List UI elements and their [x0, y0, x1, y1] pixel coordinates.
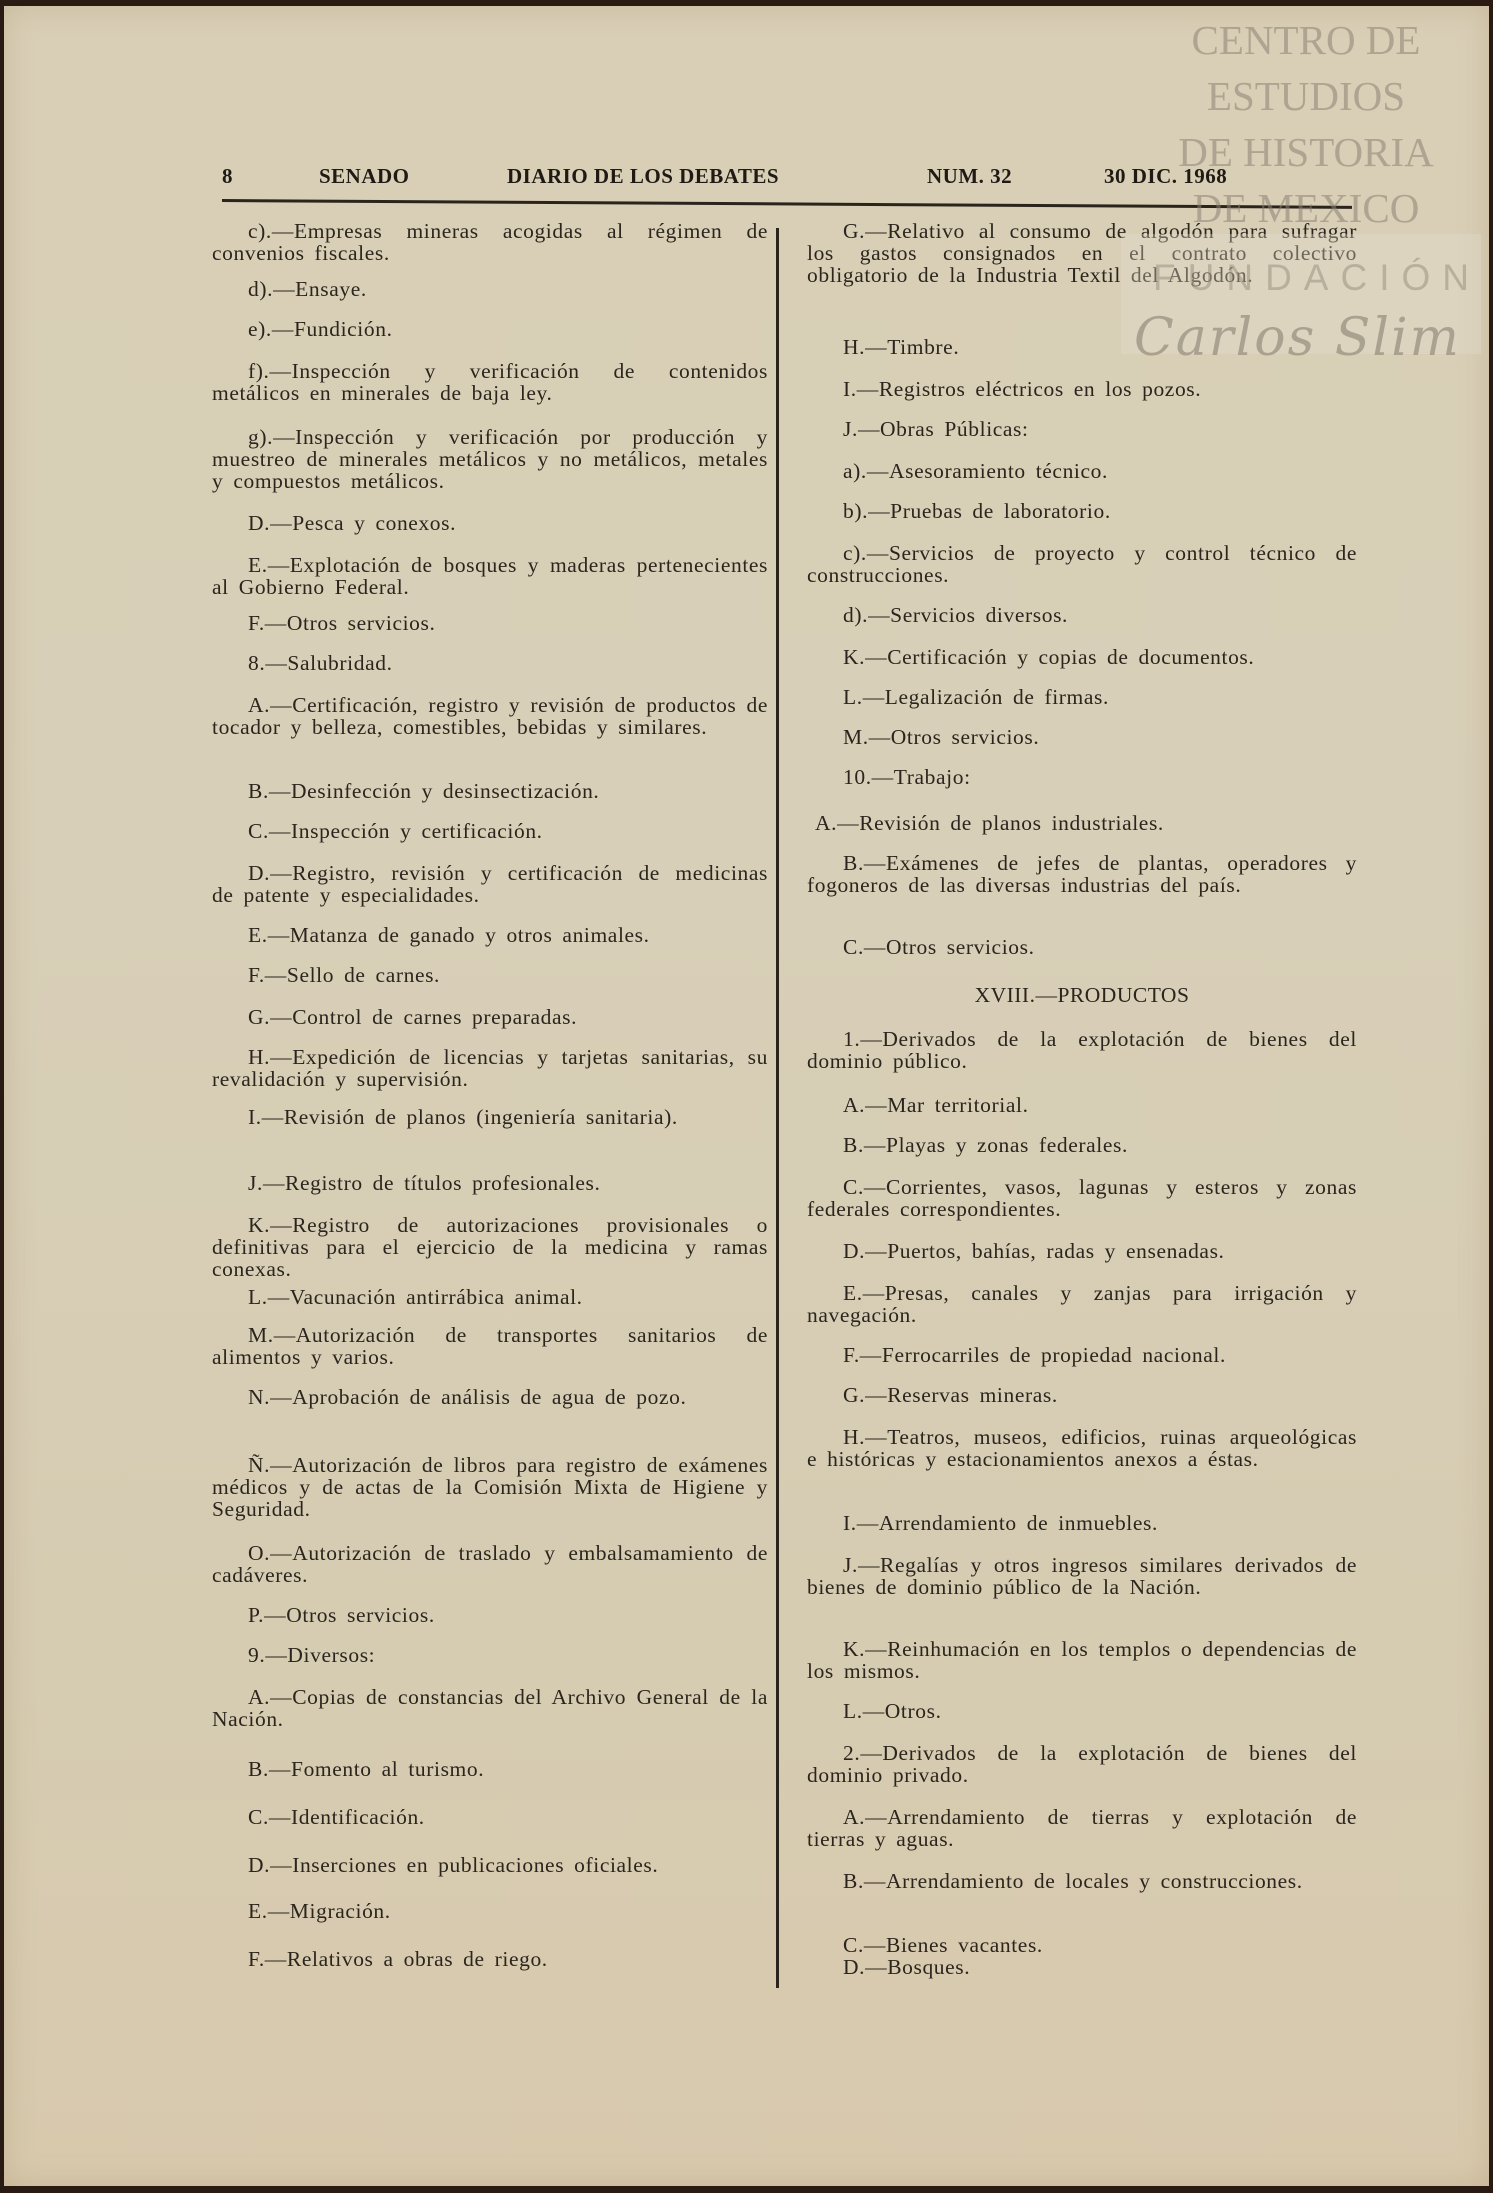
watermark-line: CENTRO DE: [1191, 17, 1421, 63]
list-item: g).—Inspección y verificación por producción y muestreo de minerales metálicos y no metálicos, metales y compuestos metálicos.: [212, 425, 768, 493]
list-item: 1.—Derivados de la explotación de bienes del dominio público.: [807, 1027, 1357, 1073]
list-item: H.—Timbre.: [843, 335, 960, 359]
list-item: 10.—Trabajo:: [843, 765, 971, 789]
list-item: F.—Otros servicios.: [248, 611, 436, 635]
list-item: D.—Inserciones en publicaciones oficiales.: [248, 1853, 659, 1877]
list-item: G.—Reservas mineras.: [843, 1383, 1058, 1407]
list-item: I.—Registros eléctricos en los pozos.: [843, 377, 1202, 401]
list-item: B.—Exámenes de jefes de plantas, operadores y fogoneros de las diversas industrias del país.: [807, 851, 1357, 897]
list-item: c).—Empresas mineras acogidas al régimen de convenios fiscales.: [212, 219, 768, 265]
chamber-name: SENADO: [319, 164, 410, 188]
watermark-foundation: FUNDACIÓN: [1153, 257, 1481, 298]
list-item: E.—Migración.: [248, 1899, 391, 1923]
list-item: I.—Arrendamiento de inmuebles.: [843, 1511, 1158, 1535]
list-item: G.—Control de carnes preparadas.: [248, 1005, 578, 1029]
list-item: C.—Corrientes, vasos, lagunas y esteros y zonas federales correspondientes.: [807, 1175, 1357, 1221]
document-page: [4, 6, 1489, 2186]
list-item: K.—Registro de autorizaciones provisionales o definitivas para el ejercicio de la medicina y ramas conexas.: [212, 1213, 768, 1281]
list-item: K.—Certificación y copias de documentos.: [843, 645, 1255, 669]
list-item: D.—Puertos, bahías, radas y ensenadas.: [843, 1239, 1225, 1263]
list-item: D.—Registro, revisión y certificación de medicinas de patente y especialidades.: [212, 861, 768, 907]
list-item: L.—Legalización de firmas.: [843, 685, 1109, 709]
list-item: G.—Relativo al consumo de algodón para sufragar los gastos consignados en el contrato colectivo obligatorio de la Industria Textil del Algodón.: [807, 219, 1357, 287]
list-item: A.—Arrendamiento de tierras y explotación de tierras y aguas.: [807, 1805, 1357, 1851]
list-item: C.—Otros servicios.: [843, 935, 1035, 959]
page-number: 8: [222, 164, 233, 188]
column-divider: [776, 228, 779, 1988]
archive-watermark: [1134, 12, 1481, 368]
section-heading: XVIII.—PRODUCTOS: [974, 983, 1190, 1007]
list-item: J.—Obras Públicas:: [843, 417, 1029, 441]
list-item: A.—Copias de constancias del Archivo General de la Nación.: [212, 1685, 768, 1731]
list-item: I.—Revisión de planos (ingeniería sanitaria).: [248, 1105, 678, 1129]
list-item: L.—Vacunación antirrábica animal.: [248, 1285, 583, 1309]
list-item: D.—Pesca y conexos.: [248, 511, 457, 535]
list-item: H.—Teatros, museos, edificios, ruinas arqueológicas e históricas y estacionamientos anexos a éstas.: [807, 1425, 1357, 1471]
list-item: J.—Regalías y otros ingresos similares derivados de bienes de dominio público de la Nación.: [807, 1553, 1357, 1599]
list-item: E.—Explotación de bosques y maderas pertenecientes al Gobierno Federal.: [212, 553, 768, 599]
list-item: e).—Fundición.: [248, 317, 393, 341]
list-item: C.—Bienes vacantes.: [843, 1933, 1043, 1957]
publication-title: DIARIO DE LOS DEBATES: [507, 164, 780, 188]
watermark-line: ESTUDIOS: [1206, 73, 1406, 119]
list-item: 8.—Salubridad.: [248, 651, 393, 675]
list-item: B.—Arrendamiento de locales y construcciones.: [843, 1869, 1303, 1893]
list-item: C.—Identificación.: [248, 1805, 425, 1829]
list-item: d).—Servicios diversos.: [843, 603, 1069, 627]
list-item: M.—Otros servicios.: [843, 725, 1040, 749]
list-item: E.—Matanza de ganado y otros animales.: [248, 923, 650, 947]
header-rule: [222, 199, 1352, 209]
list-item: A.—Revisión de planos industriales.: [815, 811, 1164, 835]
list-item: B.—Desinfección y desinsectización.: [248, 779, 600, 803]
issue-number: NUM. 32: [927, 164, 1013, 188]
list-item: B.—Fomento al turismo.: [248, 1757, 485, 1781]
list-item: d).—Ensaye.: [248, 277, 367, 301]
list-item: M.—Autorización de transportes sanitarios de alimentos y varios.: [212, 1323, 768, 1369]
watermark-line: DE MEXICO: [1192, 185, 1420, 231]
list-item: K.—Reinhumación en los templos o dependencias de los mismos.: [807, 1637, 1357, 1683]
list-item: Ñ.—Autorización de libros para registro de exámenes médicos y de actas de la Comisión Mixta de Higiene y Seguridad.: [212, 1453, 768, 1521]
watermark-signature: Carlos Slim: [1134, 308, 1461, 368]
list-item: b).—Pruebas de laboratorio.: [843, 499, 1111, 523]
issue-date: 30 DIC. 1968: [1104, 164, 1228, 188]
list-item: P.—Otros servicios.: [248, 1603, 435, 1627]
list-item: F.—Ferrocarriles de propiedad nacional.: [843, 1343, 1226, 1367]
list-item: N.—Aprobación de análisis de agua de pozo.: [248, 1385, 687, 1409]
page-header: [222, 164, 1352, 194]
list-item: 2.—Derivados de la explotación de bienes del dominio privado.: [807, 1741, 1357, 1787]
list-item: J.—Registro de títulos profesionales.: [248, 1171, 601, 1195]
list-item: O.—Autorización de traslado y embalsamamiento de cadáveres.: [212, 1541, 768, 1587]
list-item: f).—Inspección y verificación de contenidos metálicos en minerales de baja ley.: [212, 359, 768, 405]
list-item: 9.—Diversos:: [248, 1643, 376, 1667]
list-item: c).—Servicios de proyecto y control técnico de construcciones.: [807, 541, 1357, 587]
list-item: B.—Playas y zonas federales.: [843, 1133, 1128, 1157]
list-item: F.—Relativos a obras de riego.: [248, 1947, 548, 1971]
list-item: C.—Inspección y certificación.: [248, 819, 543, 843]
list-item: F.—Sello de carnes.: [248, 963, 441, 987]
list-item: a).—Asesoramiento técnico.: [843, 459, 1108, 483]
watermark-line: DE HISTORIA: [1178, 129, 1434, 175]
list-item: A.—Mar territorial.: [843, 1093, 1029, 1117]
list-item: E.—Presas, canales y zanjas para irrigación y navegación.: [807, 1281, 1357, 1327]
list-item: A.—Certificación, registro y revisión de productos de tocador y belleza, comestibles, bebidas y similares.: [212, 693, 768, 739]
list-item: H.—Expedición de licencias y tarjetas sanitarias, su revalidación y supervisión.: [212, 1045, 768, 1091]
list-item: L.—Otros.: [843, 1699, 942, 1723]
list-item: D.—Bosques.: [843, 1955, 971, 1979]
